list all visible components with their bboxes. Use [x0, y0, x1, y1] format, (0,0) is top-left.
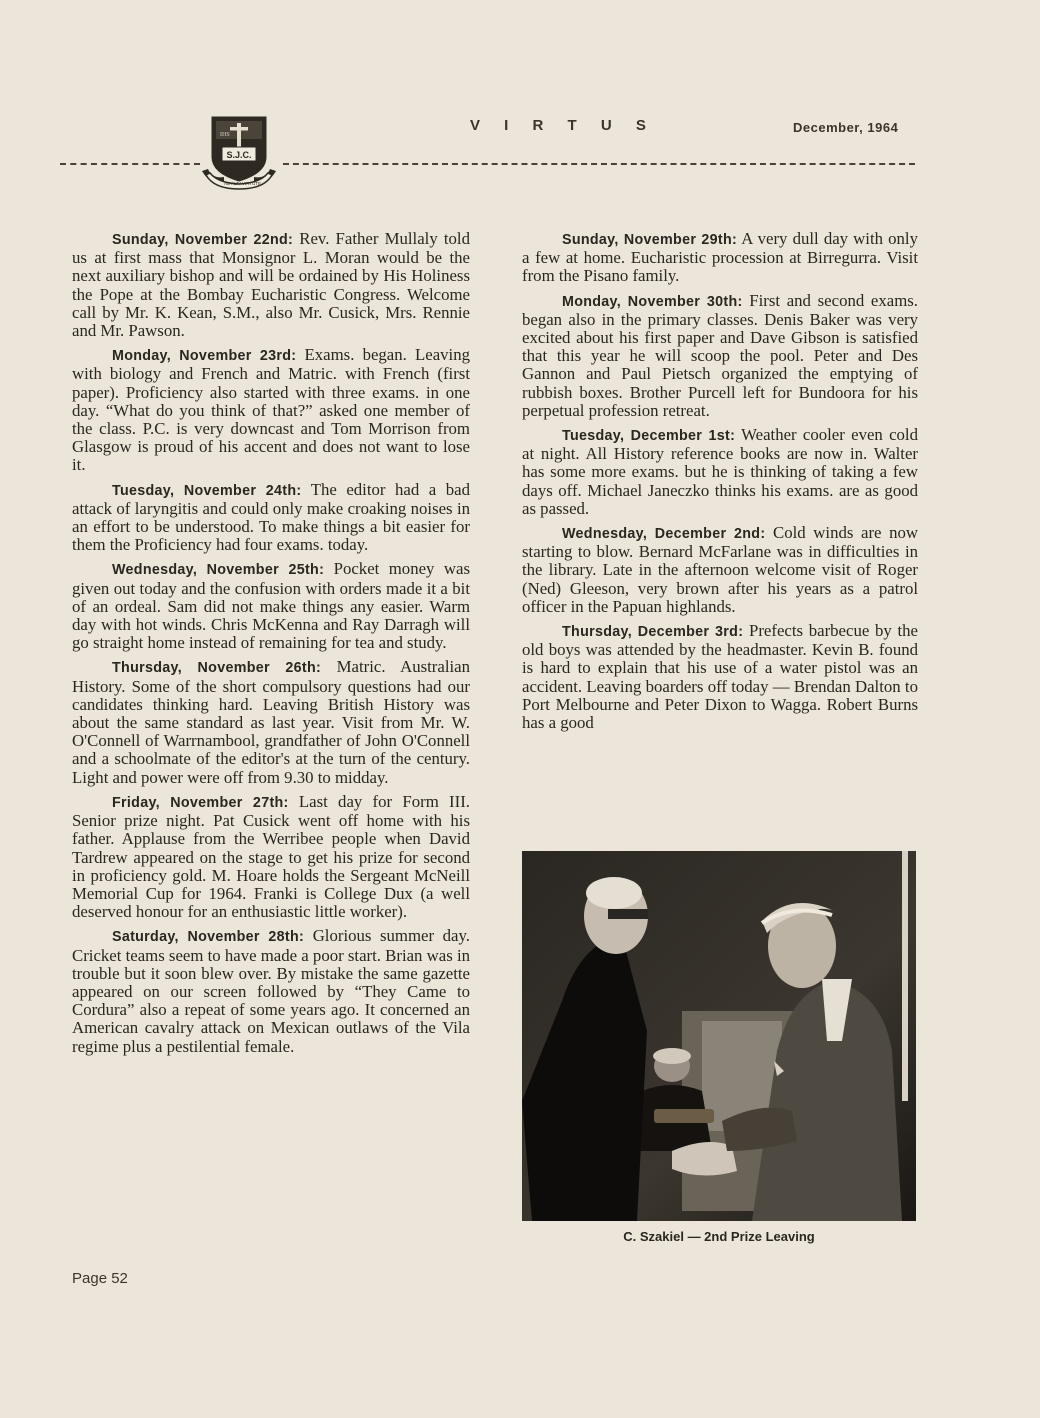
diary-entry — [522, 292, 918, 420]
entry-date: Wednesday, November 25th: — [112, 562, 325, 579]
entry-text: Exams. began. Leaving with biology and French and Matric. with French (first paper). Proficiency also started with three exams. in one day. “What do you think of that?” asked one member of the class. P.C. is very downcast and Tom Morrison from Glasgow is proud of his accent and does not want to lose it. — [72, 345, 470, 475]
magazine-title: V I R T U S — [470, 117, 656, 134]
entry-text: The editor had a bad attack of laryngitis and could only make croaking noises in an effort to be understood. To make things a bit easier for them the Proficiency had four exams. today. — [72, 479, 470, 555]
entry-date: Friday, November 27th: — [112, 794, 289, 811]
entry-text: Prefects barbecue by the old boys was attended by the headmaster. Kevin B. found is hard to explain that his use of a water pistol was an accident. Leaving boarders off today — Brendan Dalton to Port Melbourne and Peter Dixon to Wagga. Robert Burns has a good — [522, 621, 918, 733]
diary-entry — [72, 927, 470, 1055]
header-rule-left — [60, 163, 200, 165]
entry-text: Weather cooler even cold at night. All History reference books are now in. Walter has some more exams. but he is thinking of taking a few days off. Michael Janeczko thinks his exams. are as good as passed. — [522, 425, 918, 518]
diary-entry — [522, 230, 918, 286]
diary-entry — [522, 524, 918, 616]
prize-photo — [522, 851, 916, 1221]
page-number: Page 52 — [72, 1270, 128, 1287]
entry-date: Tuesday, November 24th: — [112, 482, 302, 499]
diary-entry — [522, 426, 918, 518]
entry-date: Tuesday, December 1st: — [562, 428, 736, 445]
diary-entry — [72, 793, 470, 921]
issue-date: December, 1964 — [793, 120, 899, 135]
entry-text: Matric. Australian History. Some of the short compulsory questions had our candidates thinking hard. Leaving British History was about the same standard as last year. Visit from Mr. W. O'Connell of Warrnambool, grandfather of John O'Connell and a schoolmate of the editor's at the turn of the century. Light and power were off from 9.30 to midday. — [72, 657, 470, 787]
entry-date: Thursday, December 3rd: — [562, 624, 744, 641]
svg-text:AD ALTA: AD ALTA — [224, 181, 242, 186]
entry-date: Monday, November 23rd: — [112, 348, 297, 365]
entry-text: A very dull day with only a few at home. Eucharistic procession at Birregurra. Visit from the Pisano family. — [522, 229, 918, 286]
photo-caption: C. Szakiel — 2nd Prize Leaving — [623, 1229, 815, 1244]
svg-text:IHS: IHS — [220, 132, 230, 138]
entry-text: First and second exams. began also in the primary classes. Denis Baker was very excited about his first paper and Dave Gibson is satisfied that this year he will scoop the pool. Peter and Des Gannon and Paul Pietsch organized the emptying of rubbish boxes. Brother Purcell left for Bundoora for his perpetual profession retreat. — [522, 290, 918, 420]
diary-entry — [72, 346, 470, 474]
entry-text: Cold winds are now starting to blow. Bernard McFarlane was in difficulties in the library. Late in the afternoon welcome visit of Roger (Ned) Gleeson, very brown after his years as a patrol officer in the Papuan highlands. — [522, 523, 918, 616]
left-column — [72, 230, 470, 1062]
entry-text: Pocket money was given out today and the confusion with orders made it a bit of an ordeal. Sam did not make things any easier. Warm day with hot winds. Chris McKenna and Ray Darragh will go straight home instead of remaining for tea and study. — [72, 559, 470, 653]
entry-date: Sunday, November 29th: — [562, 232, 738, 248]
entry-date: Monday, November 30th: — [562, 293, 743, 310]
diary-entry — [522, 622, 918, 732]
entry-date: Saturday, November 28th: — [112, 929, 305, 946]
school-crest-icon — [200, 113, 278, 193]
svg-text:VIRTUTE: VIRTUTE — [242, 181, 262, 186]
svg-text:S.J.C.: S.J.C. — [226, 150, 252, 160]
header-rule-right — [283, 163, 915, 165]
entry-text: Glorious summer day. Cricket teams seem to have made a poor start. Brian was in trouble but it soon blew over. By mistake the same gazette appeared on our screen followed by “They Came to Cordura” also a repeat of some years ago. It concerned an American cavalry attack on Mexican outlaws of the Vila regime plus a pestilential female. — [72, 926, 470, 1056]
entry-date: Thursday, November 26th: — [112, 660, 322, 677]
entry-date: Wednesday, December 2nd: — [562, 526, 766, 543]
photo-image — [522, 851, 916, 1221]
entry-text: Last day for Form III. Senior prize night. Pat Cusick went off home with his father. Applause from the Werribee people when David Tardrew appeared on the stage to get his prize for second in proficiency gold. M. Hoare holds the Sergeant McNeill Memorial Cup for 1964. Franki is College Dux (a well deserved honour for an enthusiastic little worker). — [72, 791, 470, 922]
right-column — [522, 230, 918, 738]
diary-entry — [72, 481, 470, 555]
entry-text: Rev. Father Mullaly told us at first mass that Monsignor L. Moran would be the next auxiliary bishop and will be ordained by His Holiness the Pope at the Bombay Eucharistic Congress. Welcome call by Mr. K. Kean, S.M., also Mr. Cusick, Mrs. Rennie and Mr. Pawson. — [72, 229, 470, 341]
entry-date: Sunday, November 22nd: — [112, 232, 294, 248]
diary-entry — [72, 560, 470, 652]
diary-entry — [72, 658, 470, 786]
diary-entry — [72, 230, 470, 340]
